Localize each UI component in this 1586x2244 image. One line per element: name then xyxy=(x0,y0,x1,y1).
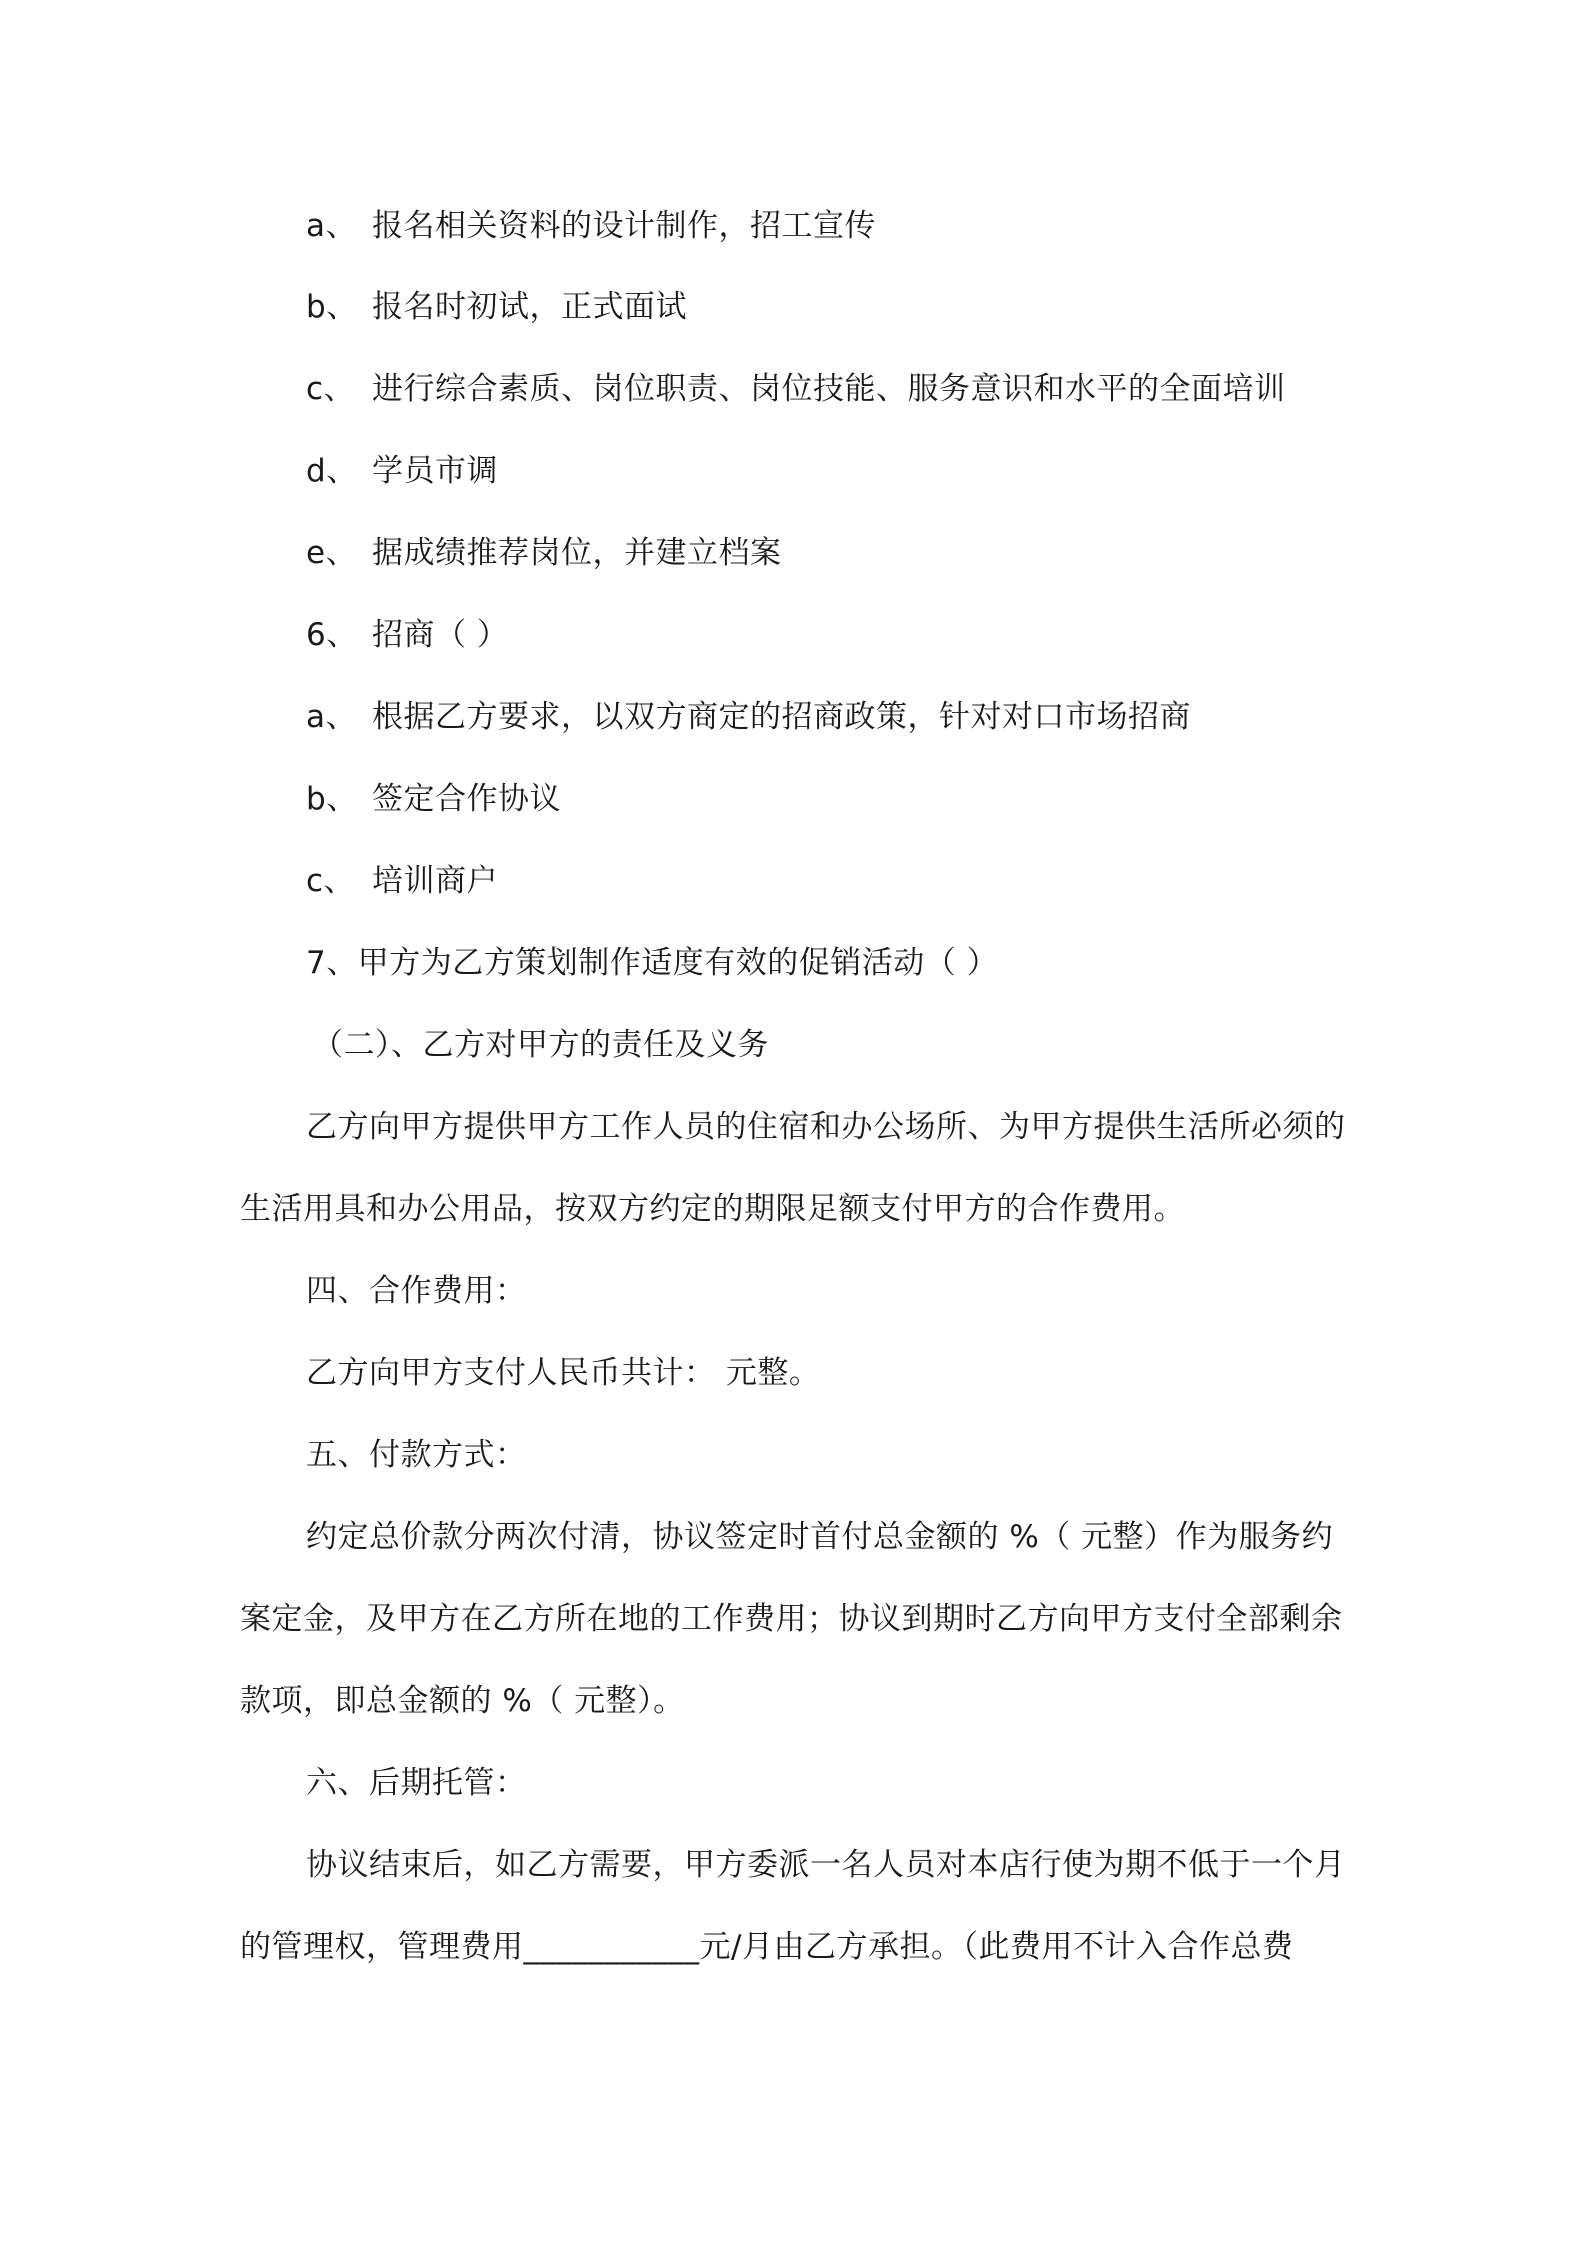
section-5-heading: 五、付款方式： xyxy=(306,1437,527,1473)
section-5-body-line-2: 案定金，及甲方在乙方所在地的工作费用；协议到期时乙方向甲方支付全部剩余 xyxy=(240,1601,1343,1637)
list-item-text: 报名相关资料的设计制作，招工宣传 xyxy=(372,208,876,244)
section-2-heading: （二）、乙方对甲方的责任及义务 xyxy=(312,1027,769,1063)
list-item-text: 签定合作协议 xyxy=(372,781,561,817)
item-7: 7、甲方为乙方策划制作适度有效的促销活动（ ） xyxy=(306,945,999,981)
list-item-text: 培训商户 xyxy=(372,863,498,899)
section-2-body-line-1: 乙方向甲方提供甲方工作人员的住宿和办公场所、为甲方提供生活所必须的 xyxy=(306,1109,1346,1145)
list-item-a2 xyxy=(306,695,1416,739)
list-marker: a、 xyxy=(306,208,357,244)
list-marker: c、 xyxy=(306,863,356,899)
list-item-text: 招商（ ） xyxy=(372,617,509,653)
section-5-body-line-3: 款项，即总金额的 %（ 元整）。 xyxy=(240,1683,685,1719)
list-item-c xyxy=(306,367,1416,411)
list-item-a xyxy=(306,204,1416,248)
section-5-body-line-1: 约定总价款分两次付清，协议签定时首付总金额的 %（ 元整）作为服务约 xyxy=(306,1519,1334,1555)
list-marker: b、 xyxy=(306,781,358,817)
section-6-body-line-1: 协议结束后，如乙方需要，甲方委派一名人员对本店行使为期不低于一个月 xyxy=(306,1847,1346,1883)
section-4-heading: 四、合作费用： xyxy=(306,1273,527,1309)
list-item-text: 进行综合素质、岗位职责、岗位技能、服务意识和水平的全面培训 xyxy=(372,371,1286,407)
list-item-text: 学员市调 xyxy=(372,453,498,489)
list-marker: e、 xyxy=(306,535,358,571)
section-4-body: 乙方向甲方支付人民币共计： 元整。 xyxy=(306,1355,821,1391)
list-item-e xyxy=(306,531,1416,575)
section-6-body-line-2: 的管理权，管理费用___________元/月由乙方承担。（此费用不计入合作总费 xyxy=(240,1929,1294,1965)
section-6-heading: 六、后期托管： xyxy=(306,1765,527,1801)
list-item-c2 xyxy=(306,859,1416,903)
list-item-6 xyxy=(306,613,1416,657)
list-item-text: 据成绩推荐岗位，并建立档案 xyxy=(372,535,782,571)
list-item-text: 报名时初试，正式面试 xyxy=(372,289,687,325)
section-2-body-line-2: 生活用具和办公用品，按双方约定的期限足额支付甲方的合作费用。 xyxy=(240,1191,1185,1227)
list-marker: c、 xyxy=(306,371,356,407)
list-marker: d、 xyxy=(306,453,358,489)
list-item-text: 根据乙方要求，以双方商定的招商政策，针对对口市场招商 xyxy=(372,699,1191,735)
list-marker: b、 xyxy=(306,289,358,325)
list-marker: a、 xyxy=(306,699,357,735)
list-item-d xyxy=(306,449,1416,493)
list-item-b xyxy=(306,285,1416,329)
list-item-b2 xyxy=(306,777,1416,821)
list-marker: 6、 xyxy=(306,617,358,653)
